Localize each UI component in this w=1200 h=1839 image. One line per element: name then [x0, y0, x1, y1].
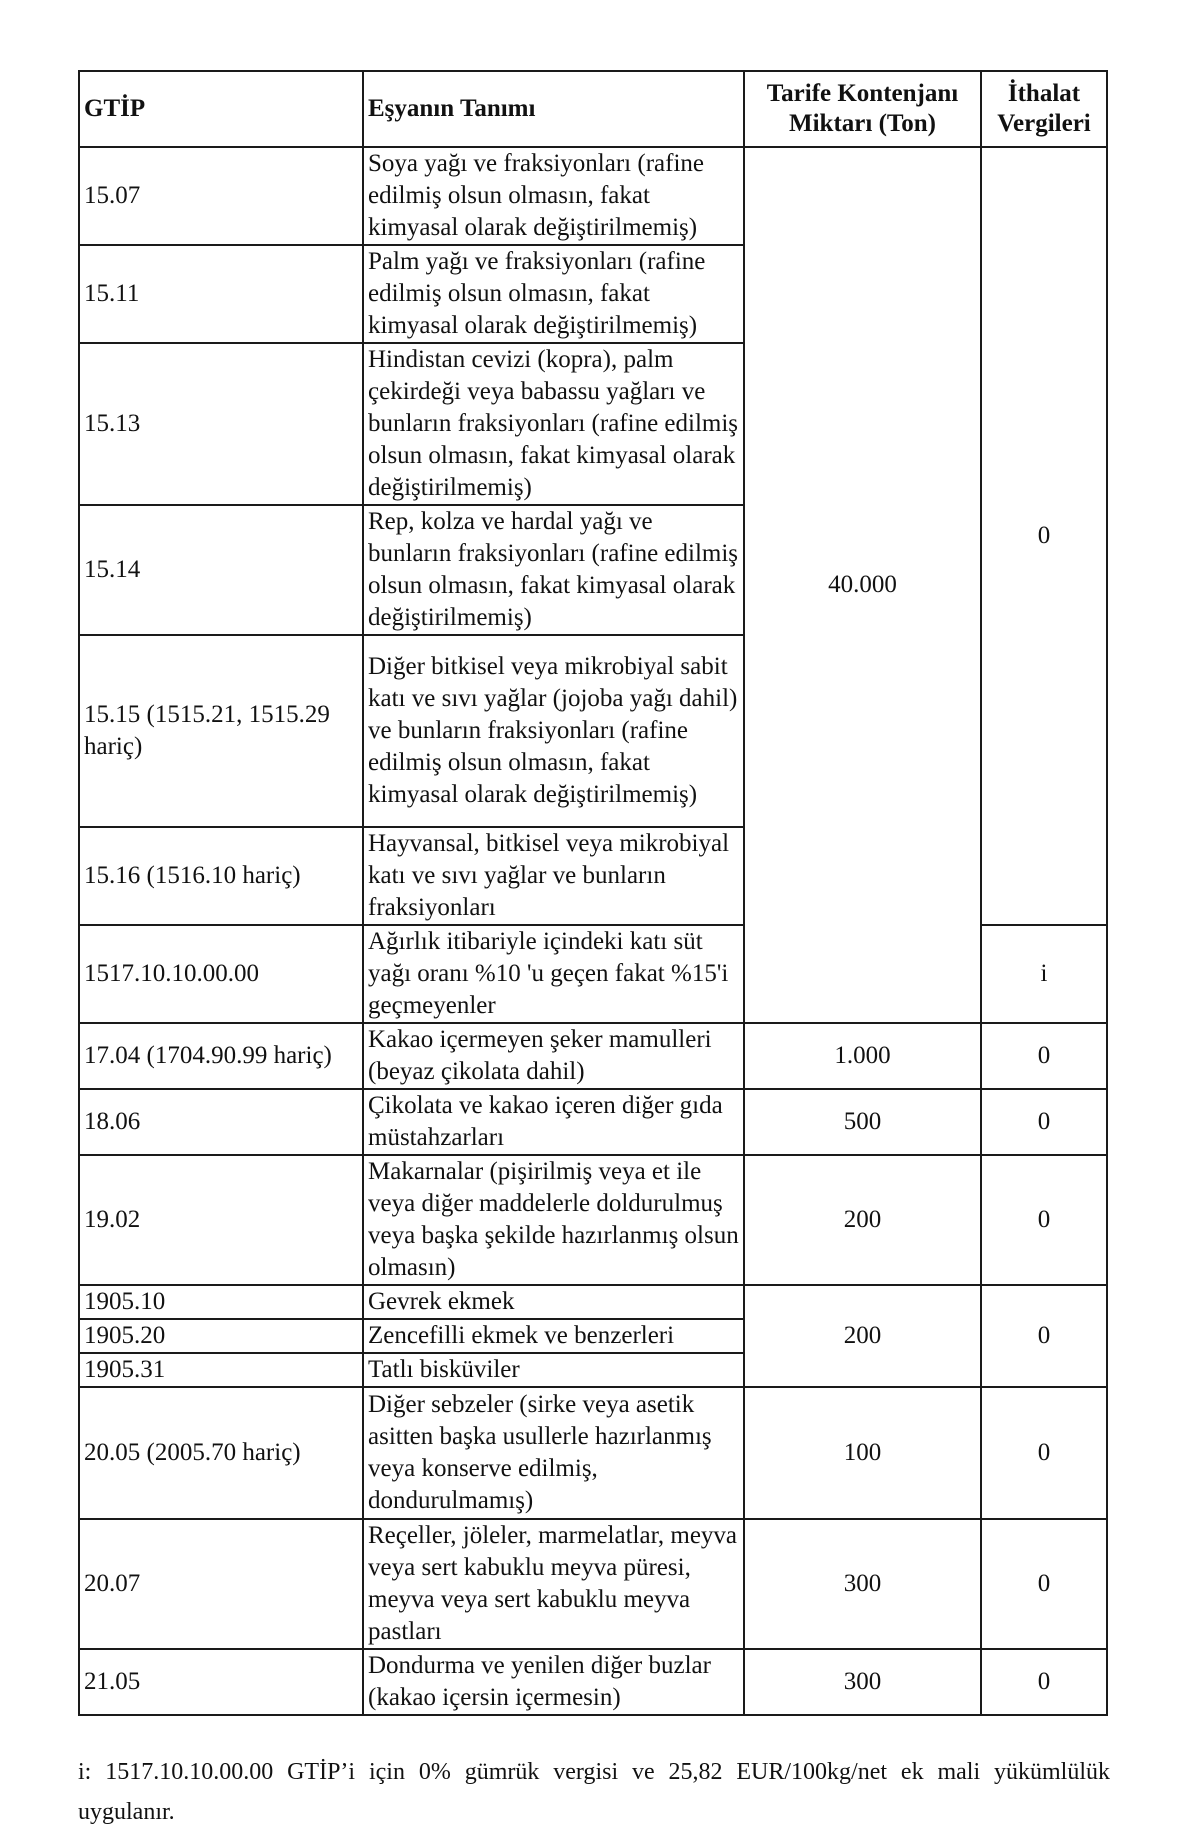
table-row [79, 147, 1107, 245]
gtip-cell: 15.14 [79, 505, 363, 635]
table-row [79, 1649, 1107, 1715]
gtip-cell: 1905.31 [79, 1353, 363, 1387]
description-cell: Tatlı bisküviler [363, 1353, 744, 1387]
quota-cell-vegetables: 100 [744, 1387, 981, 1519]
gtip-cell: 15.16 (1516.10 hariç) [79, 827, 363, 925]
gtip-cell: 1905.10 [79, 1285, 363, 1319]
description-cell: Dondurma ve yenilen diğer buzlar (kakao içersin içermesin) [363, 1649, 744, 1715]
duty-cell-vegetables: 0 [981, 1387, 1107, 1519]
description-cell: Reçeller, jöleler, marmelatlar, meyva veya sert kabuklu meyva püresi, meyva veya sert kabuklu meyva pastları [363, 1519, 744, 1649]
description-cell: Diğer bitkisel veya mikrobiyal sabit katı ve sıvı yağlar (jojoba yağı dahil) ve bunların fraksiyonları (rafine edilmiş olsun olmasın, fakat kimyasal olarak değiştirilmemiş) [363, 635, 744, 827]
duty-cell-oils: 0 [981, 147, 1107, 925]
duty-cell-jams: 0 [981, 1519, 1107, 1649]
gtip-cell: 21.05 [79, 1649, 363, 1715]
duty-cell-confectionery: 0 [981, 1023, 1107, 1089]
quota-cell-confectionery: 1.000 [744, 1023, 981, 1089]
gtip-cell: 19.02 [79, 1155, 363, 1285]
gtip-cell: 20.07 [79, 1519, 363, 1649]
description-cell: Rep, kolza ve hardal yağı ve bunların fraksiyonları (rafine edilmiş olsun olmasın, fakat kimyasal olarak değiştirilmemiş) [363, 505, 744, 635]
table-row [79, 1519, 1107, 1649]
gtip-cell: 17.04 (1704.90.99 hariç) [79, 1023, 363, 1089]
duty-cell-chocolate: 0 [981, 1089, 1107, 1155]
gtip-cell: 1905.20 [79, 1319, 363, 1353]
table-row [79, 1023, 1107, 1089]
quota-cell-pasta: 200 [744, 1155, 981, 1285]
description-cell: Diğer sebzeler (sirke veya asetik asitten başka usullerle hazırlanmış veya konserve edilmiş, dondurulmamış) [363, 1387, 744, 1519]
duty-cell-icecream: 0 [981, 1649, 1107, 1715]
header-duty [981, 71, 1107, 147]
description-cell: Çikolata ve kakao içeren diğer gıda müstahzarları [363, 1089, 744, 1155]
quota-cell-icecream: 300 [744, 1649, 981, 1715]
table-row [79, 1387, 1107, 1519]
header-duty-line2: Vergileri [997, 110, 1091, 137]
description-cell: Gevrek ekmek [363, 1285, 744, 1319]
description-cell: Palm yağı ve fraksiyonları (rafine edilmiş olsun olmasın, fakat kimyasal olarak değiştirilmemiş) [363, 245, 744, 343]
gtip-cell: 15.07 [79, 147, 363, 245]
footnote: i: 1517.10.10.00.00 GTİP’i için 0% gümrük vergisi ve 25,82 EUR/100kg/net ek mali yükümlülük uygulanır. [78, 1759, 1110, 1825]
description-cell: Soya yağı ve fraksiyonları (rafine edilmiş olsun olmasın, fakat kimyasal olarak değiştirilmemiş) [363, 147, 744, 245]
tariff-quota-table [78, 70, 1108, 1716]
table-row [79, 1089, 1107, 1155]
duty-cell-bakery: 0 [981, 1285, 1107, 1387]
quota-cell-oils: 40.000 [744, 147, 981, 1023]
table-row [79, 1155, 1107, 1285]
gtip-cell: 15.11 [79, 245, 363, 343]
header-quota-line1: Tarife Kontenjanı [766, 80, 959, 107]
gtip-cell: 20.05 (2005.70 hariç) [79, 1387, 363, 1519]
header-duty-line1: İthalat [1007, 80, 1081, 107]
table-row [79, 1285, 1107, 1319]
gtip-cell: 18.06 [79, 1089, 363, 1155]
header-description: Eşyanın Tanımı [363, 71, 744, 147]
table-header-row [79, 71, 1107, 147]
header-quota [744, 71, 981, 147]
description-cell: Hayvansal, bitkisel veya mikrobiyal katı ve sıvı yağlar ve bunların fraksiyonları [363, 827, 744, 925]
header-quota-line2: Miktarı (Ton) [789, 110, 936, 137]
description-cell: Hindistan cevizi (kopra), palm çekirdeği veya babassu yağları ve bunların fraksiyonları (rafine edilmiş olsun olmasın, fakat kimyasal olarak değiştirilmemiş) [363, 343, 744, 505]
quota-cell-bakery: 200 [744, 1285, 981, 1387]
quota-cell-chocolate: 500 [744, 1089, 981, 1155]
quota-cell-jams: 300 [744, 1519, 981, 1649]
description-cell: Makarnalar (pişirilmiş veya et ile veya diğer maddelerle doldurulmuş veya başka şekilde hazırlanmış olsun olmasın) [363, 1155, 744, 1285]
gtip-cell: 1517.10.10.00.00 [79, 925, 363, 1023]
gtip-cell: 15.13 [79, 343, 363, 505]
description-cell: Kakao içermeyen şeker mamulleri (beyaz çikolata dahil) [363, 1023, 744, 1089]
duty-cell-pasta: 0 [981, 1155, 1107, 1285]
duty-cell-butterfat: i [981, 925, 1107, 1023]
gtip-cell: 15.15 (1515.21, 1515.29 hariç) [79, 635, 363, 827]
header-gtip: GTİP [79, 71, 363, 147]
description-cell: Zencefilli ekmek ve benzerleri [363, 1319, 744, 1353]
description-cell: Ağırlık itibariyle içindeki katı süt yağı oranı %10 'u geçen fakat %15'i geçmeyenler [363, 925, 744, 1023]
